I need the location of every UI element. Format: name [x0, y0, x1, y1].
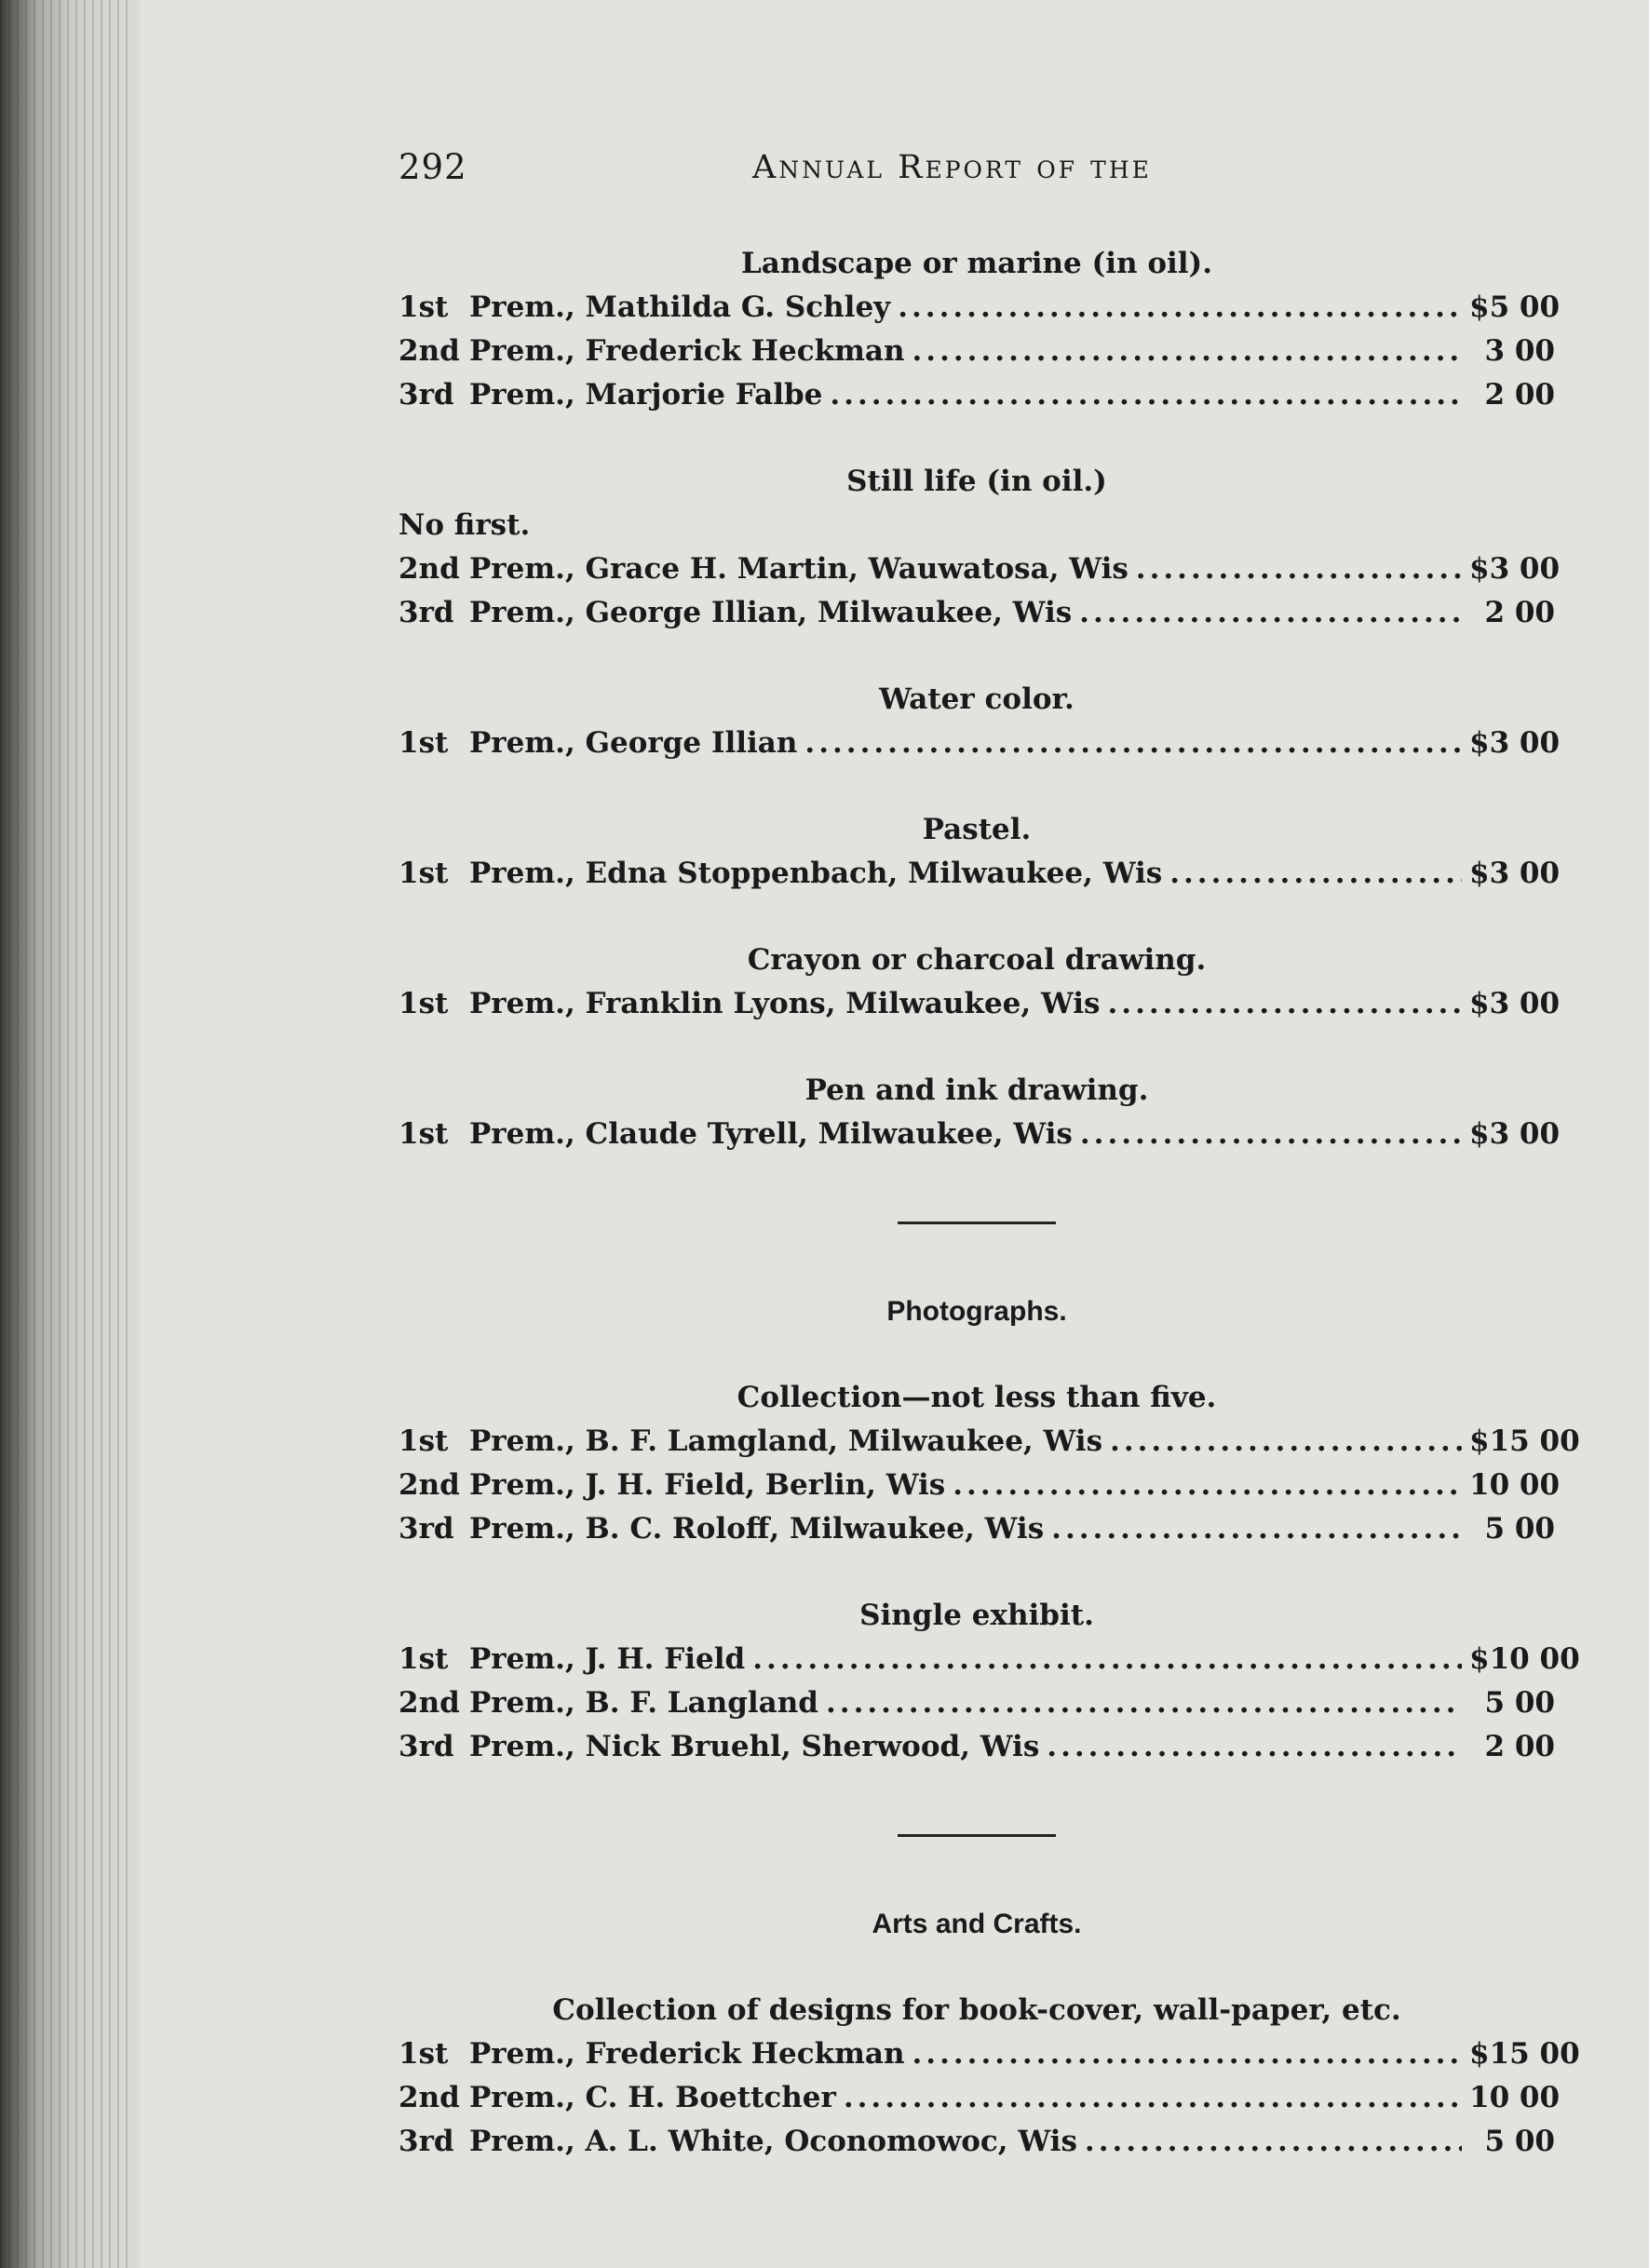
award-amount: $3 00: [1469, 857, 1561, 890]
winner-name: Prem., Claude Tyrell, Milwaukee, Wis: [469, 1117, 1073, 1151]
dot-leader: [1107, 982, 1462, 1026]
award-amount: 2 00: [1484, 378, 1555, 412]
section-heading-still-life: Still life (in oil.): [846, 465, 1107, 498]
award-row: [399, 2076, 1561, 2120]
page-number: 292: [399, 147, 467, 187]
winner-name: Prem., George Illian, Milwaukee, Wis: [469, 596, 1073, 629]
award-amount: 2 00: [1484, 596, 1555, 629]
section-note: No first.: [399, 508, 531, 542]
winner-name: Prem., J. H. Field, Berlin, Wis: [469, 1468, 946, 1502]
section-heading-arts-crafts: Arts and Crafts.: [872, 1909, 1082, 1939]
spacer: [399, 1026, 1555, 1069]
dot-leader: [912, 2032, 1462, 2076]
section-heading-single-exhibit: Single exhibit.: [859, 1599, 1094, 1632]
award-amount: 5 00: [1484, 1512, 1555, 1546]
award-row: [399, 1681, 1555, 1725]
award-amount: 10 00: [1469, 2081, 1561, 2114]
award-amount: 5 00: [1484, 2125, 1555, 2158]
prize-rank: 1st: [399, 987, 449, 1020]
winner-name: Prem., B. F. Lamgland, Milwaukee, Wis: [469, 1424, 1103, 1458]
award-row: [399, 1464, 1561, 1507]
award-amount: $3 00: [1469, 987, 1561, 1020]
dot-leader: [953, 1464, 1462, 1507]
dot-leader: [826, 1681, 1462, 1725]
award-row: [399, 286, 1561, 330]
spacer: [399, 1551, 1555, 1594]
award-amount: 10 00: [1469, 1468, 1561, 1502]
award-amount: $15 00: [1469, 1424, 1580, 1458]
section-heading-designs: Collection of designs for book-cover, wall-paper, etc.: [552, 1993, 1401, 2027]
award-amount: $3 00: [1469, 552, 1561, 586]
award-row: [399, 1725, 1555, 1769]
dot-leader: [912, 330, 1462, 373]
prize-rank: 1st: [399, 290, 449, 324]
prize-rank: 2nd: [399, 552, 460, 586]
prize-rank: 3rd: [399, 1512, 454, 1546]
prize-rank: 3rd: [399, 378, 454, 412]
dot-leader: [898, 286, 1462, 330]
page-edges: [0, 0, 130, 2268]
award-row: [399, 852, 1561, 896]
prize-rank: 1st: [399, 1117, 449, 1151]
prize-rank: 1st: [399, 726, 449, 760]
winner-name: Prem., Frederick Heckman: [469, 334, 905, 368]
section-heading-water-color: Water color.: [879, 682, 1075, 716]
award-row: [399, 373, 1555, 417]
award-amount: $5 00: [1469, 290, 1561, 324]
award-row: [399, 591, 1555, 635]
award-row: [399, 1113, 1561, 1156]
winner-name: Prem., Mathilda G. Schley: [469, 290, 891, 324]
dot-leader: [1110, 1420, 1462, 1464]
spacer: [399, 417, 1555, 460]
dot-leader: [1136, 547, 1462, 591]
prize-rank: 1st: [399, 2037, 449, 2071]
spacer: [399, 1837, 1555, 1902]
prize-rank: 3rd: [399, 2125, 454, 2158]
winner-name: Prem., George Illian: [469, 726, 798, 760]
award-row: [399, 1420, 1580, 1464]
prize-rank: 2nd: [399, 1686, 460, 1720]
award-row: [399, 1507, 1555, 1551]
prize-rank: 1st: [399, 1424, 449, 1458]
spacer: [399, 1333, 1555, 1376]
spacer: [399, 1769, 1555, 1834]
dot-leader: [1085, 2120, 1462, 2164]
award-row: [399, 330, 1555, 373]
winner-name: Prem., A. L. White, Oconomowoc, Wis: [469, 2125, 1077, 2158]
winner-name: Prem., Franklin Lyons, Milwaukee, Wis: [469, 987, 1101, 1020]
dot-leader: [804, 722, 1462, 765]
page-header: [399, 147, 1553, 203]
award-row: [399, 1638, 1580, 1681]
dot-leader: [1169, 852, 1462, 896]
dot-leader: [830, 373, 1462, 417]
dot-leader: [752, 1638, 1462, 1681]
spacer: [399, 1156, 1555, 1222]
award-amount: $3 00: [1469, 726, 1561, 760]
prize-rank: 3rd: [399, 596, 454, 629]
winner-name: Prem., Marjorie Falbe: [469, 378, 823, 412]
award-amount: 2 00: [1484, 1730, 1555, 1763]
winner-name: Prem., Edna Stoppenbach, Milwaukee, Wis: [469, 857, 1163, 890]
spacer: [399, 635, 1555, 678]
award-row: [399, 547, 1561, 591]
prize-rank: 2nd: [399, 334, 460, 368]
spacer: [399, 896, 1555, 938]
section-heading-crayon: Crayon or charcoal drawing.: [747, 943, 1207, 977]
spacer: [399, 1224, 1555, 1289]
page-content: [399, 242, 1580, 2164]
spacer: [399, 1946, 1555, 1989]
award-row: [399, 722, 1561, 765]
winner-name: Prem., Grace H. Martin, Wauwatosa, Wis: [469, 552, 1129, 586]
award-amount: 5 00: [1484, 1686, 1555, 1720]
award-amount: $10 00: [1469, 1642, 1580, 1676]
winner-name: Prem., B. C. Roloff, Milwaukee, Wis: [469, 1512, 1045, 1546]
winner-name: Prem., J. H. Field: [469, 1642, 746, 1676]
running-head: Annual Report of the: [752, 149, 1152, 186]
winner-name: Prem., Frederick Heckman: [469, 2037, 905, 2071]
winner-name: Prem., Nick Bruehl, Sherwood, Wis: [469, 1730, 1040, 1763]
dot-leader: [1079, 591, 1462, 635]
section-heading-photographs: Photographs.: [886, 1296, 1067, 1327]
section-heading-pen-ink: Pen and ink drawing.: [804, 1073, 1149, 1107]
prize-rank: 1st: [399, 857, 449, 890]
section-heading-pastel: Pastel.: [922, 813, 1032, 846]
dot-leader: [1080, 1113, 1462, 1156]
award-row: [399, 2032, 1580, 2076]
dot-leader: [844, 2076, 1462, 2120]
section-heading-landscape: Landscape or marine (in oil).: [740, 247, 1213, 280]
prize-rank: 1st: [399, 1642, 449, 1676]
award-amount: $3 00: [1469, 1117, 1561, 1151]
section-heading-photo-collection: Collection—not less than five.: [737, 1381, 1217, 1414]
award-amount: 3 00: [1484, 334, 1555, 368]
dot-leader: [1051, 1507, 1462, 1551]
winner-name: Prem., C. H. Boettcher: [469, 2081, 836, 2114]
award-amount: $15 00: [1469, 2037, 1580, 2071]
dot-leader: [1047, 1725, 1462, 1769]
award-row: [399, 2120, 1555, 2164]
prize-rank: 2nd: [399, 1468, 460, 1502]
prize-rank: 2nd: [399, 2081, 460, 2114]
prize-rank: 3rd: [399, 1730, 454, 1763]
winner-name: Prem., B. F. Langland: [469, 1686, 818, 1720]
spacer: [399, 765, 1555, 808]
award-row: [399, 982, 1561, 1026]
